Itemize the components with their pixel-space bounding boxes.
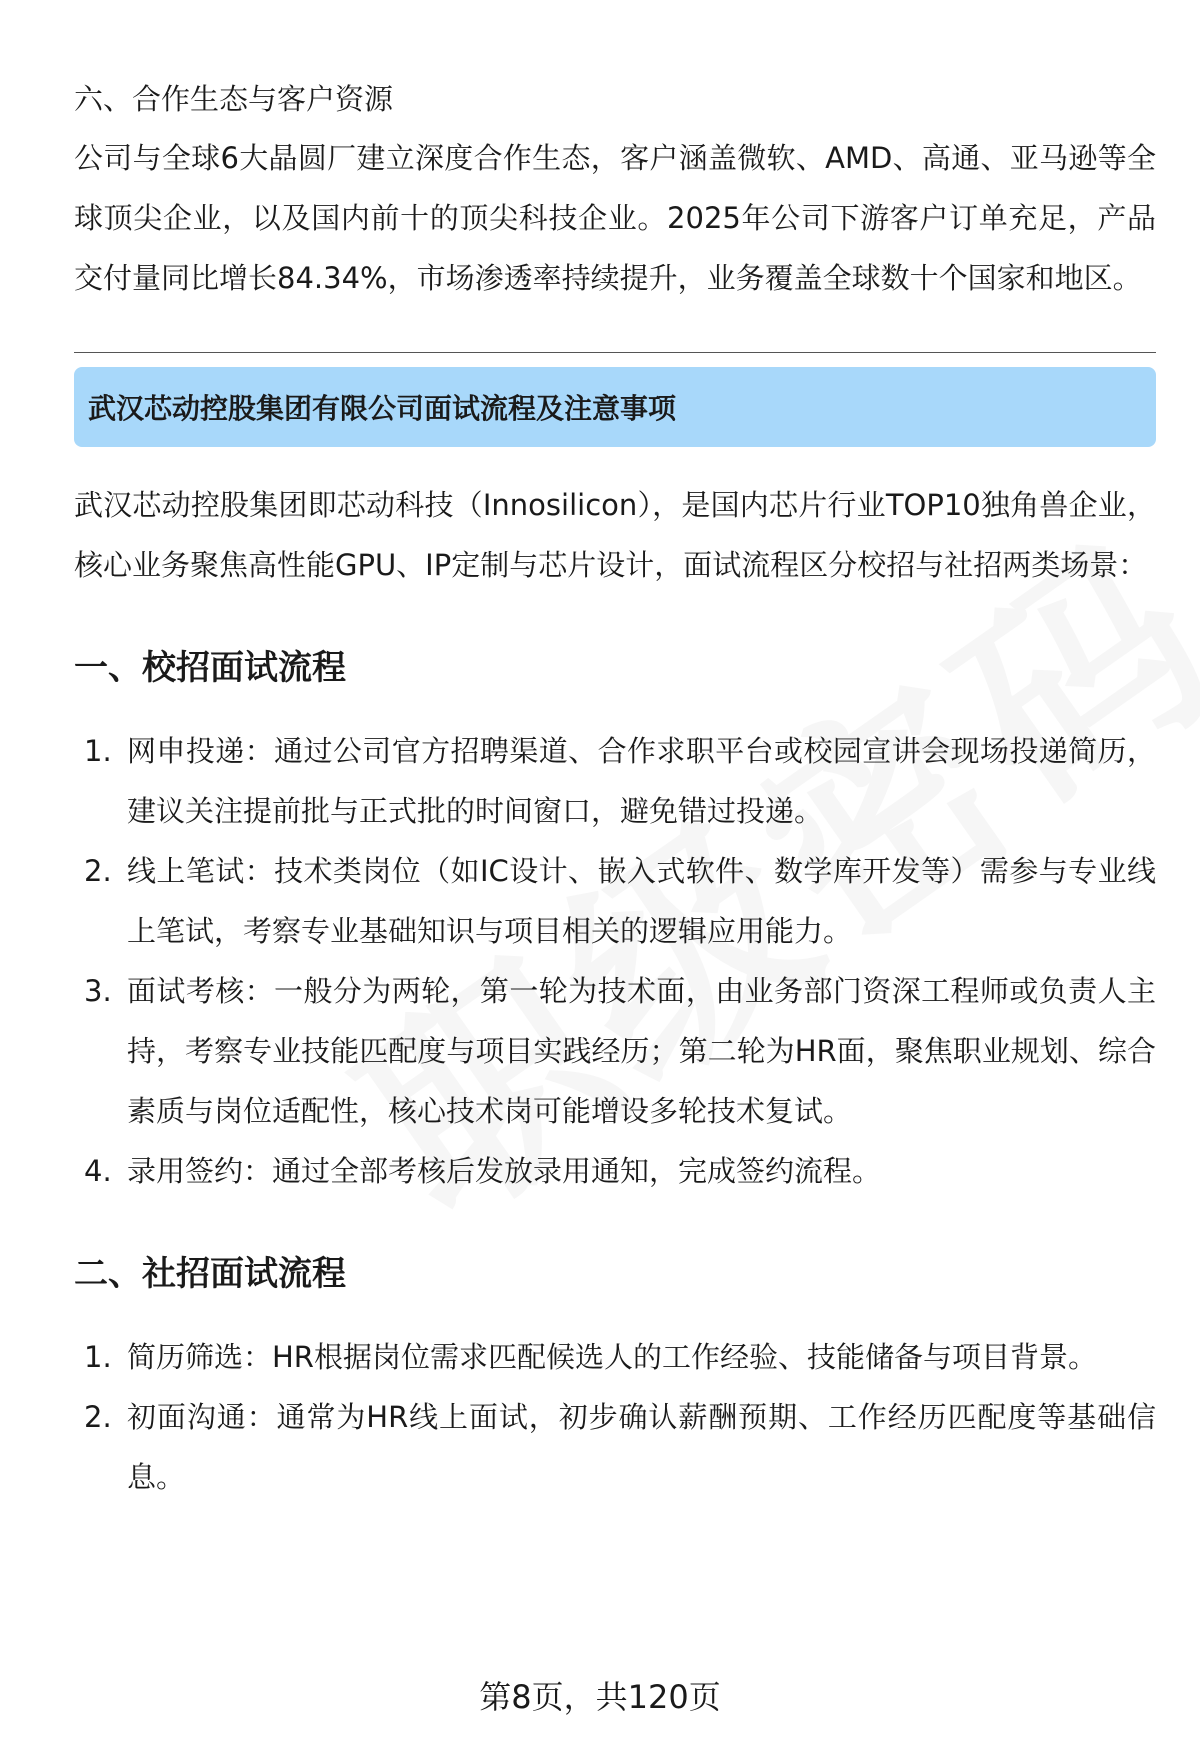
divider (74, 352, 1156, 353)
list-item: 2. 初面沟通：通常为HR线上面试，初步确认薪酬预期、工作经历匹配度等基础信息。 (84, 1400, 1156, 1494)
campus-heading: 一、校招面试流程 (74, 648, 346, 688)
list-item: 1. 简历筛选：HR根据岗位需求匹配候选人的工作经验、技能储备与项目背景。 (84, 1340, 1097, 1374)
list-item: 3. 面试考核：一般分为两轮，第一轮为技术面，由业务部门资深工程师或负责人主持，考察专业技能匹配度与项目实践经历；第二轮为HR面，聚焦职业规划、综合素质与岗位适配性，核心技术岗可能增设多轮技术复试。 (84, 974, 1156, 1128)
list-item: 2. 线上笔试：技术类岗位（如IC设计、嵌入式软件、数学库开发等）需参与专业线上笔试，考察专业基础知识与项目相关的逻辑应用能力。 (84, 854, 1156, 948)
social-steps (74, 1327, 1156, 1507)
list-item: 1. 网申投递：通过公司官方招聘渠道、合作求职平台或校园宣讲会现场投递简历，建议关注提前批与正式批的时间窗口，避免错过投递。 (84, 734, 1156, 828)
document-body (74, 70, 1156, 1507)
section-6-body: 公司与全球6大晶圆厂建立深度合作生态，客户涵盖微软、AMD、高通、亚马逊等全球顶尖企业，以及国内前十的顶尖科技企业。2025年公司下游客户订单充足，产品交付量同比增长84.34%，市场渗透率持续提升，业务覆盖全球数十个国家和地区。 (74, 141, 1156, 295)
banner-title: 武汉芯动控股集团有限公司面试流程及注意事项 (88, 392, 677, 425)
page-number: 第8页，共120页 (479, 1678, 721, 1716)
social-heading: 二、社招面试流程 (74, 1254, 346, 1294)
campus-steps (74, 721, 1156, 1201)
list-item: 4. 录用签约：通过全部考核后发放录用通知，完成签约流程。 (84, 1154, 882, 1188)
section-6-title: 六、合作生态与客户资源 (74, 82, 394, 116)
intro-paragraph: 武汉芯动控股集团即芯动科技（Innosilicon），是国内芯片行业TOP10独角兽企业，核心业务聚焦高性能GPU、IP定制与芯片设计，面试流程区分校招与社招两类场景： (74, 488, 1156, 582)
section-banner (74, 367, 1156, 447)
